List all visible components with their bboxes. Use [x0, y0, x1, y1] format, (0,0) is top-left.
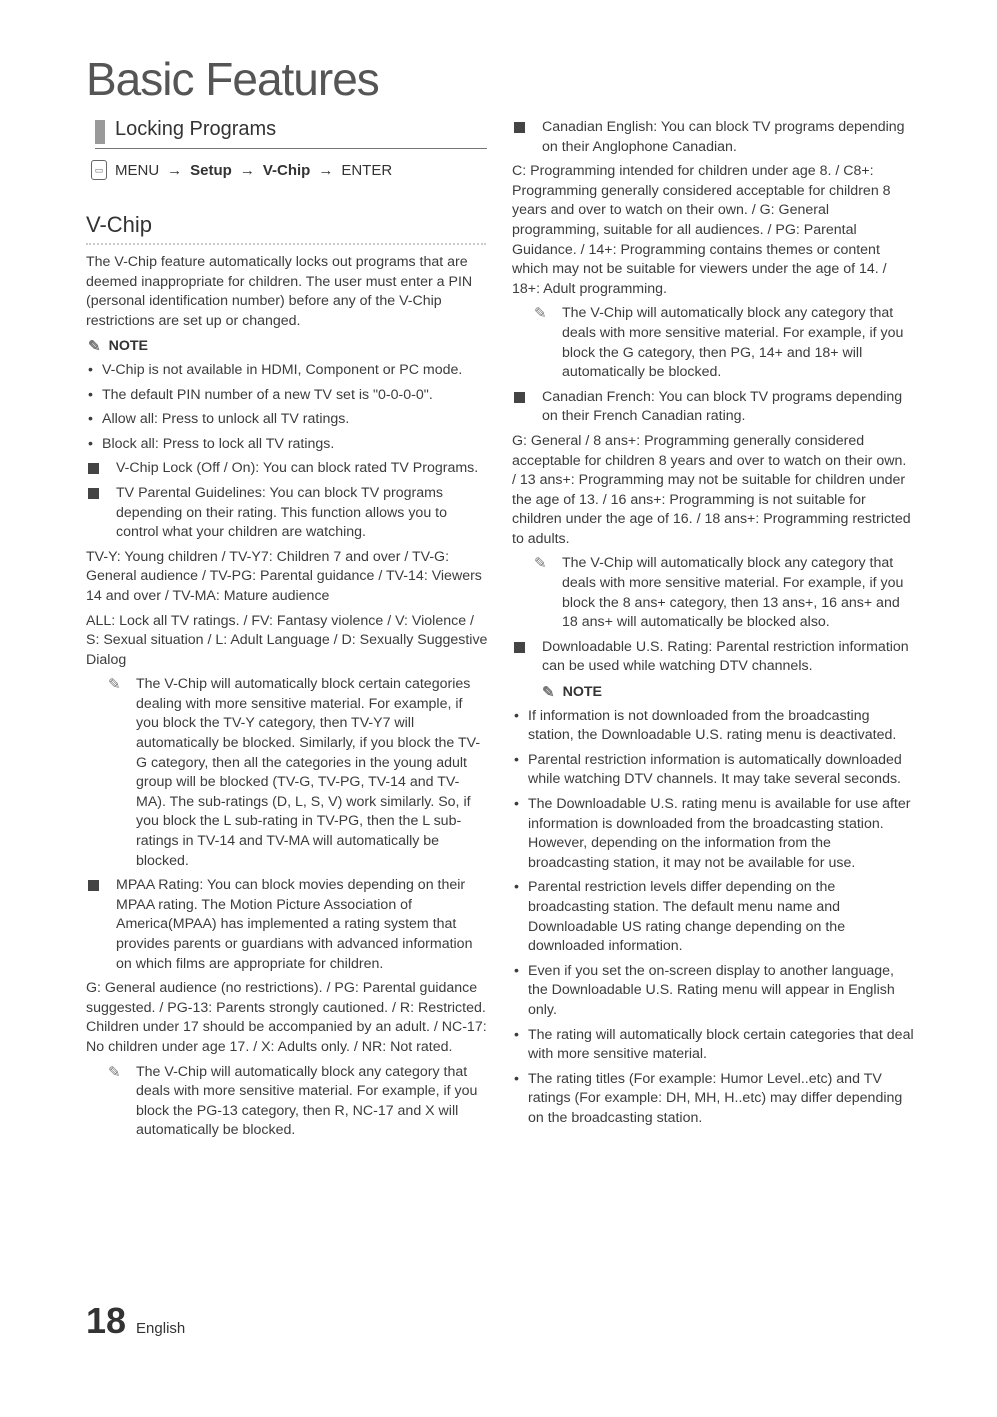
note-heading [542, 683, 914, 703]
can-french-ratings: G: General / 8 ans+: Programming generally considered acceptable for children 8 years and over to watch on their own. / 13 ans+: Programming may not be suitable for children under the age of 13. / 16 ans+: Programming is not suitable for children under the age of 16. / 18 ans+: Programming restricted to adults. [512, 432, 911, 547]
note-label: NOTE [108, 338, 148, 355]
list-item [86, 386, 488, 406]
arrow-icon: → [167, 161, 183, 179]
vchip-divider [86, 243, 486, 245]
list-item [86, 435, 488, 455]
bullet-icon: • [514, 962, 519, 979]
note-paragraph [512, 304, 914, 382]
bullet-icon: • [514, 707, 519, 724]
list-item [86, 410, 488, 430]
arrow-icon: → [318, 161, 334, 179]
list-item [86, 876, 488, 974]
can-english-ratings: C: Programming intended for children under age 8. / C8+: Programming generally considered acceptable for children 8 years and over to watch on their own. / G: General programming, suitable for all audiences. / PG: Parental Guidance. / 14+: Programming contains themes or content which may not be suitable for viewers under the age of 14. / 18+: Adult programming. [512, 163, 891, 297]
tv-parental-text: TV Parental Guidelines: You can block TV programs depending on their rating. This function allows you to control what your children are watching. [116, 484, 447, 541]
bullet-icon: • [88, 361, 93, 378]
square-bullet-icon [88, 488, 99, 499]
section-heading [95, 118, 487, 149]
bullet-icon: • [514, 879, 519, 896]
tv-subratings-text: ALL: Lock all TV ratings. / FV: Fantasy violence / V: Violence / S: Sexual situation / L: Adult Language / D: Sexually Suggestive Dialog [86, 612, 488, 668]
can-english-text: Canadian English: You can block TV programs depending on their Anglophone Canadian. [542, 119, 905, 155]
section-bar [95, 120, 105, 144]
note-label: NOTE [562, 684, 602, 701]
tv-ratings-text: TV-Y: Young children / TV-Y7: Children 7 and over / TV-G: General audience / TV-PG: Parental guidance / TV-14: Viewers 14 and over / TV-MA: Mature audience [86, 548, 482, 604]
note-text: Allow all: Press to unlock all TV ratings. [102, 411, 350, 428]
square-bullet-icon [514, 392, 525, 403]
bullet-icon: • [514, 1070, 519, 1087]
page-title: Basic Features [86, 53, 379, 105]
mpaa-text: MPAA Rating: You can block movies depending on their MPAA rating. The Motion Picture Association of America(MPAA) has implemented a rating system that provides parents or guardians with advanced information on which films are appropriate for children. [116, 877, 473, 972]
bullet-icon: • [514, 796, 519, 812]
list-item [512, 878, 914, 956]
list-item [86, 459, 488, 479]
footer-language: English [136, 1320, 186, 1337]
mpaa-ratings-text: G: General audience (no restrictions). / PG: Parental guidance suggested. / PG-13: Parents strongly cautioned. / R: Restricted. Children under 17 should be accompanied by an adult. / NC-17: No children under age 17. / X: Adults only. / NR: Not rated. [86, 980, 487, 1055]
note-text: The Downloadable U.S. rating menu is available for use after information is downloaded from the broadcasting station. However, depending on the information from the broadcasting station, it may not be available for use. [528, 796, 911, 871]
list-item [512, 1070, 914, 1129]
note-text: The V-Chip will automatically block any category that deals with more sensitive material. For example, if you block the 8 ans+ category, then 13 ans+, 16 ans+ and 18 ans+ will automatically be blocked also. [562, 555, 904, 631]
note-text: The V-Chip will automatically block any category that deals with more sensitive material. For example, if you block the PG-13 category, then R, NC-17 and X will automatically be blocked. [136, 1063, 478, 1139]
section-title: Locking Programs [115, 118, 277, 140]
page-number: 18 [86, 1300, 127, 1341]
bullet-icon: • [88, 435, 93, 452]
note-text: Block all: Press to lock all TV ratings. [102, 435, 335, 452]
square-bullet-icon [88, 880, 99, 891]
page-footer [86, 1300, 185, 1342]
remote-icon: ▭ [91, 160, 107, 180]
note-icon: ✎ [108, 1063, 121, 1081]
list-item [86, 361, 488, 381]
list-item [512, 795, 914, 873]
left-column [86, 253, 488, 1146]
note-heading [88, 337, 488, 357]
note-text: Parental restriction levels differ depending on the broadcasting station. The default menu name and Downloadable US rating change depending on the downloaded information. [528, 879, 846, 955]
note-text: Parental restriction information is automatically downloaded while watching DTV channels. It may take several seconds. [528, 751, 902, 788]
note-icon: ✎ [534, 555, 547, 573]
note-icon: ✎ [542, 684, 555, 702]
list-item [512, 707, 914, 746]
bullet-icon: • [88, 411, 93, 428]
note-text: If information is not downloaded from the broadcasting station, the Downloadable U.S. rating menu is deactivated. [528, 707, 897, 744]
bullet-icon: • [514, 1026, 519, 1043]
note-paragraph [512, 554, 914, 632]
right-column [512, 118, 914, 1134]
downloadable-text: Downloadable U.S. Rating: Parental restriction information can be used while watching DTV channels. [542, 638, 909, 675]
note-paragraph [86, 1063, 488, 1141]
list-item [512, 751, 914, 790]
list-item [512, 638, 914, 677]
note-text: The V-Chip will automatically block certain categories dealing with more sensitive material. For example, if you block the TV-Y category, then TV-Y7 will automatically be blocked. Similarly, if you block the TV-G category, then all the categories in the young adult group will be blocked (TV-G, TV-PG, TV-14 and TV-MA). The sub-ratings (D, L, S, V) work similarly. So, if you block the L sub-rating in TV-PG, then the L sub-ratings in TV-14 and TV-MA will automatically be blocked. [136, 676, 481, 869]
menu-vchip: V-Chip [262, 161, 311, 179]
list-item [512, 388, 914, 427]
note-icon: ✎ [534, 305, 547, 323]
note-icon: ✎ [88, 338, 101, 356]
list-item [512, 118, 914, 157]
note-text: Even if you set the on-screen display to another language, the Downloadable U.S. Rating menu will appear in English only. [528, 962, 895, 1018]
intro-text: The V-Chip feature automatically locks out programs that are deemed inappropriate for children. The user must enter a PIN (personal identification number) before any of the V-Chip restrictions are set up or changed. [86, 254, 473, 329]
bullet-icon: • [88, 386, 93, 403]
vchip-heading: V-Chip [86, 212, 153, 237]
vchip-lock-text: V-Chip Lock (Off / On): You can block rated TV Programs. [116, 460, 479, 477]
note-text: The default PIN number of a new TV set is "0-0-0-0". [102, 386, 433, 403]
arrow-icon: → [239, 161, 255, 179]
menu-path [91, 160, 392, 180]
note-paragraph [86, 675, 488, 871]
menu-label: MENU [115, 161, 160, 179]
note-text: The V-Chip will automatically block any category that deals with more sensitive material. For example, if you block the G category, then PG, 14+ and 18+ will automatically be blocked. [562, 305, 904, 381]
note-text: V-Chip is not available in HDMI, Component or PC mode. [102, 361, 463, 378]
square-bullet-icon [88, 463, 99, 474]
menu-setup: Setup [190, 161, 232, 179]
list-item [512, 1026, 914, 1065]
note-icon: ✎ [108, 676, 121, 694]
bullet-icon: • [514, 751, 519, 768]
list-item [512, 962, 914, 1021]
square-bullet-icon [514, 122, 525, 133]
note-text: The rating will automatically block certain categories that deal with more sensitive material. [528, 1026, 914, 1063]
can-french-text: Canadian French: You can block TV programs depending on their French Canadian rating. [542, 388, 903, 425]
note-text: The rating titles (For example: Humor Level..etc) and TV ratings (For example: DH, MH, H..etc) may differ depending on the broadcasting station. [528, 1070, 903, 1126]
menu-enter: ENTER [341, 161, 393, 179]
list-item [86, 484, 488, 543]
square-bullet-icon [514, 642, 525, 653]
